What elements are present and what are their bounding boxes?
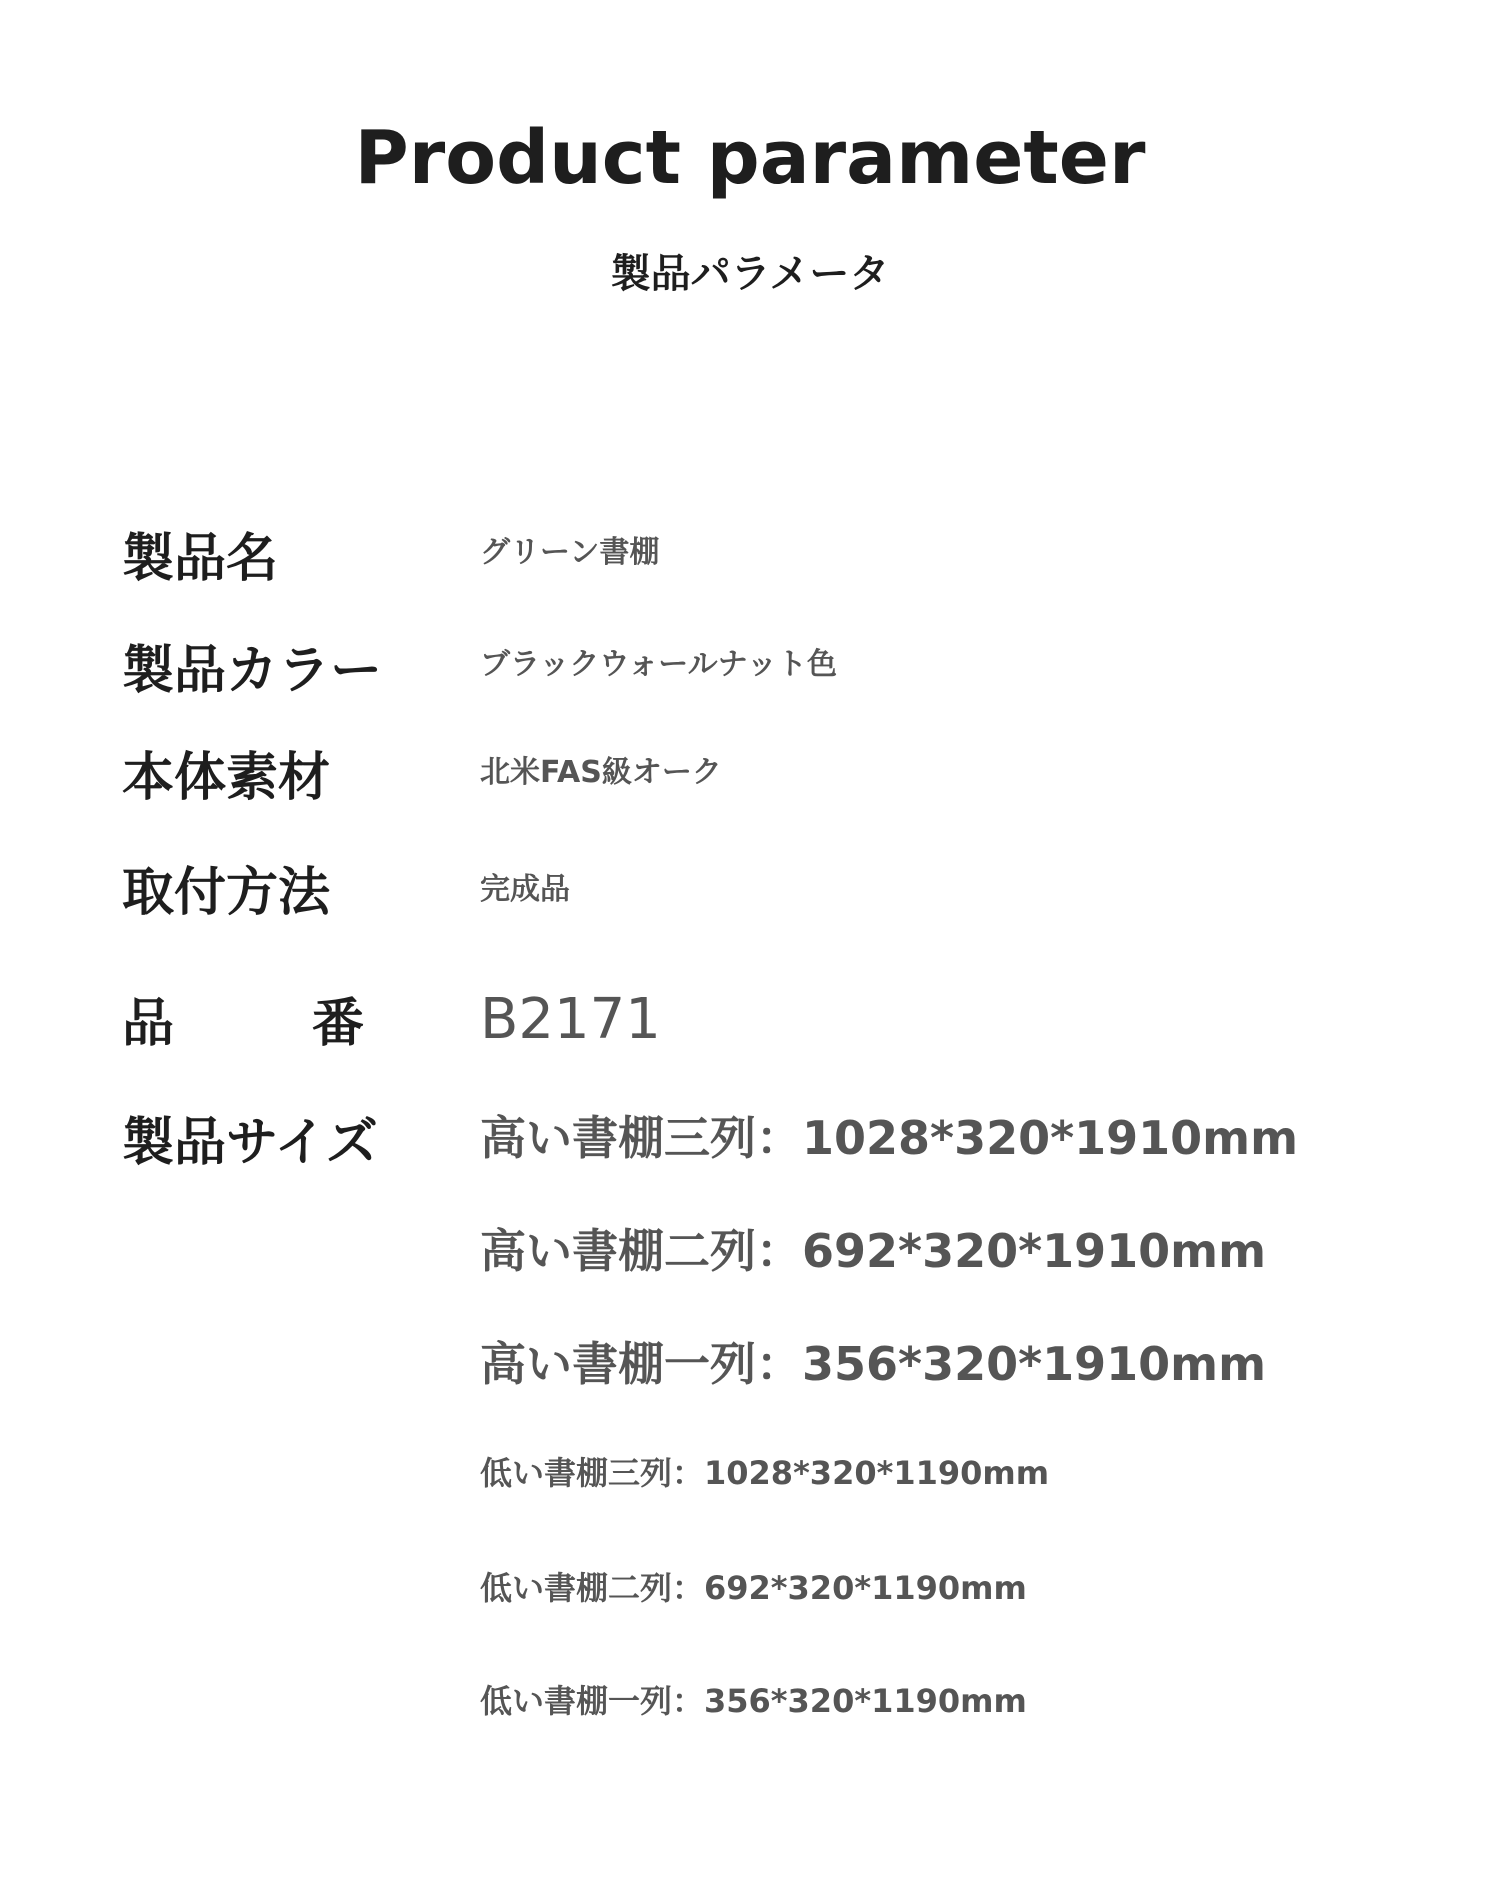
- product-code-value: B2171: [480, 987, 661, 1052]
- size-tall-two-column: 高い書棚二列：692*320*1910mm: [480, 1224, 1267, 1278]
- page-title: Product parameter: [354, 115, 1146, 201]
- material-label: 本体素材: [122, 748, 331, 808]
- size-low-one-column: 低い書棚一列：356*320*1190mm: [480, 1682, 1027, 1720]
- size-tall-one-column: 高い書棚一列：356*320*1910mm: [480, 1337, 1267, 1391]
- product-code-label-char-1: 品: [122, 994, 175, 1054]
- install-method-value: 完成品: [480, 872, 570, 907]
- product-color-label: 製品カラー: [122, 641, 383, 701]
- size-tall-three-column: 高い書棚三列：1028*320*1910mm: [480, 1111, 1299, 1165]
- install-method-label: 取付方法: [122, 863, 331, 923]
- product-code-label: [122, 994, 365, 1054]
- product-name-value: グリーン書棚: [480, 535, 660, 570]
- product-color-value: ブラックウォールナット色: [480, 647, 837, 682]
- product-size-label: 製品サイズ: [122, 1113, 378, 1173]
- size-low-three-column: 低い書棚三列：1028*320*1190mm: [480, 1454, 1050, 1492]
- page-subtitle: 製品パラメータ: [610, 251, 890, 297]
- product-code-label-char-2: 番: [312, 994, 365, 1054]
- product-name-label: 製品名: [122, 529, 279, 589]
- material-value: 北米FAS級オーク: [480, 755, 722, 790]
- size-low-two-column: 低い書棚二列：692*320*1190mm: [480, 1569, 1027, 1607]
